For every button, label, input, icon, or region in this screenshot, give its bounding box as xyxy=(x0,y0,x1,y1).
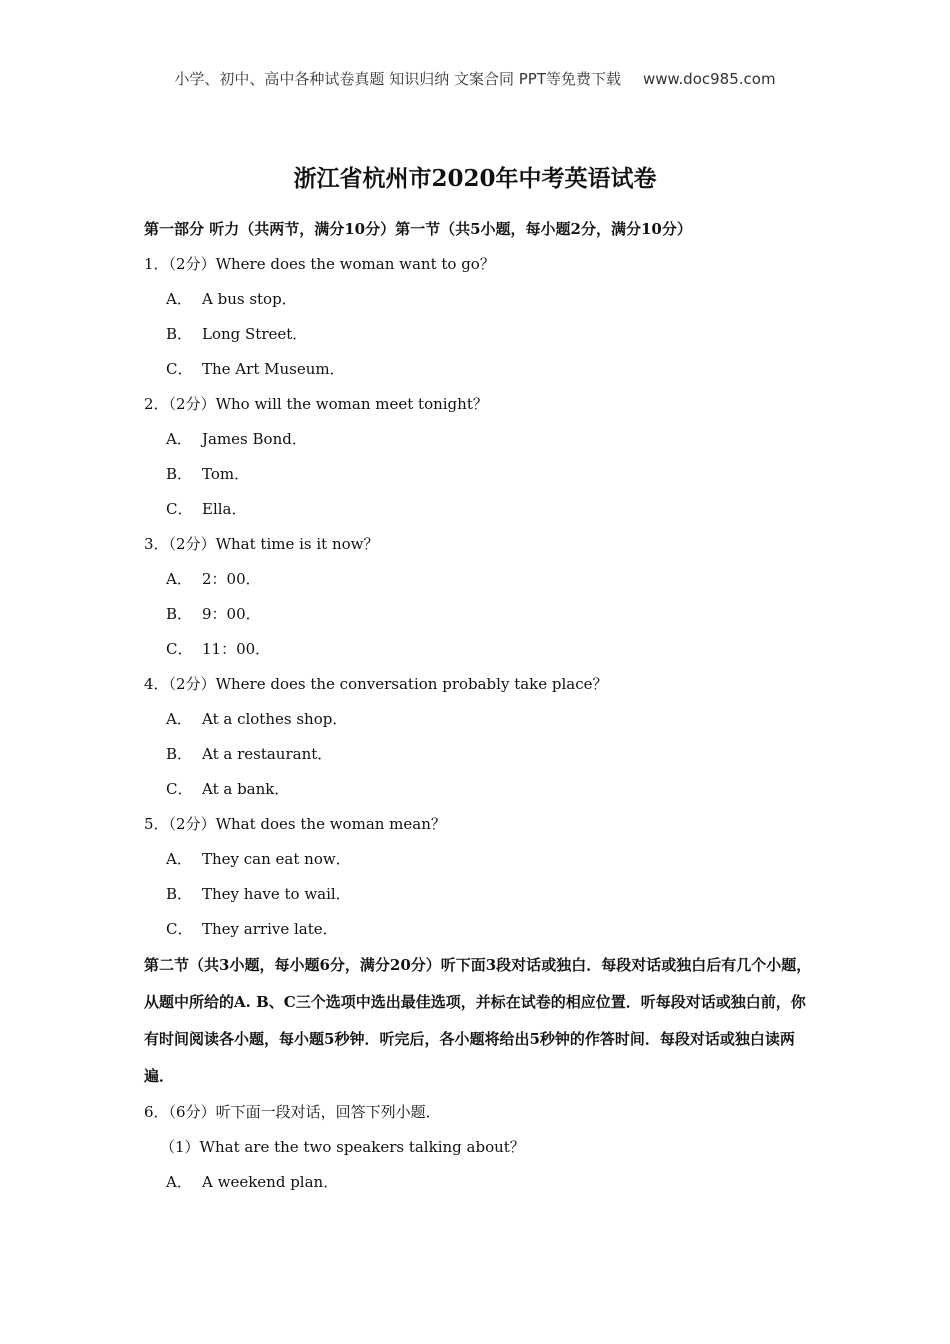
option-c[interactable] xyxy=(144,632,814,667)
question-score: （2分） xyxy=(168,815,216,833)
question-num: 4． xyxy=(144,675,169,693)
option-letter: C． xyxy=(166,920,193,938)
part1-heading: 第一部分 听力（共两节，满分10分）第一节（共5小题，每小题2分，满分10分） xyxy=(144,220,692,238)
question-text: Where does the woman want to go？ xyxy=(215,255,495,273)
header-tagline: 小学、初中、高中各种试卷真题 知识归纳 文案合同 PPT等免费下载 xyxy=(174,70,621,88)
question-text: What time is it now？ xyxy=(215,535,379,553)
option-text: Ella． xyxy=(202,500,247,518)
option-text: 11：00． xyxy=(202,640,271,658)
question-text: Where does the conversation probably take place？ xyxy=(215,675,608,693)
option-letter: C． xyxy=(166,500,193,518)
exam-title: 浙江省杭州市2020年中考英语试卷 xyxy=(293,165,657,192)
option-letter: B． xyxy=(166,745,193,763)
question-list xyxy=(144,247,814,947)
option-letter: C． xyxy=(166,640,193,658)
question-score: （2分） xyxy=(168,675,216,693)
option-letter: C． xyxy=(166,360,193,378)
header-site[interactable]: www.doc985.com xyxy=(642,70,776,88)
option-letter: C． xyxy=(166,780,193,798)
option-a[interactable] xyxy=(144,702,814,737)
option-b[interactable] xyxy=(144,737,814,772)
question-score: （2分） xyxy=(168,255,216,273)
option-text: Long Street． xyxy=(202,325,308,343)
option-a[interactable] xyxy=(144,842,814,877)
question-num: 5． xyxy=(144,815,169,833)
option-text: A weekend plan． xyxy=(202,1173,339,1191)
option-c[interactable] xyxy=(144,772,814,807)
option-letter: A． xyxy=(166,430,192,448)
page-header xyxy=(0,68,950,89)
option-letter: B． xyxy=(166,465,193,483)
option-letter: B． xyxy=(166,885,193,903)
option-text: They have to wail． xyxy=(202,885,351,903)
exam-content xyxy=(144,212,814,1200)
section2-intro: 第二节（共3小题，每小题6分，满分20分）听下面3段对话或独白．每段对话或独白后有几个小题，从题中所给的A. B、C三个选项中选出最佳选项，并标在试卷的相应位置．听每段对话或独白前，你有时间阅读各小题，每小题5秒钟．听完后，各小题将给出5秒钟的作答时间．每段对话或独白读两遍． xyxy=(144,956,812,1085)
question-number: 6． xyxy=(144,1103,169,1121)
option-c[interactable] xyxy=(144,912,814,947)
question-score: （6分） xyxy=(168,1103,216,1121)
question-text: Who will the woman meet tonight？ xyxy=(215,395,488,413)
question-text: What does the woman mean？ xyxy=(215,815,446,833)
option-text: At a bank． xyxy=(202,780,290,798)
option-b[interactable] xyxy=(144,877,814,912)
question-score: （2分） xyxy=(168,395,216,413)
option-text: At a clothes shop． xyxy=(202,710,348,728)
question-num: 2． xyxy=(144,395,169,413)
option-letter: A． xyxy=(166,850,192,868)
question-num: 3． xyxy=(144,535,169,553)
question-6 xyxy=(144,1095,814,1130)
option-letter: A． xyxy=(166,710,192,728)
option-letter: A． xyxy=(166,1173,192,1191)
option-letter: A． xyxy=(166,290,192,308)
option-letter: B． xyxy=(166,325,193,343)
option-text: 2：00． xyxy=(202,570,261,588)
question-score: （2分） xyxy=(168,535,216,553)
option-b[interactable] xyxy=(144,597,814,632)
option-c[interactable] xyxy=(144,492,814,527)
sub-question-1: （1）What are the two speakers talking about？ xyxy=(160,1138,525,1156)
option-text: At a restaurant． xyxy=(202,745,333,763)
option-text: James Bond． xyxy=(202,430,307,448)
option-b[interactable] xyxy=(144,457,814,492)
question-2 xyxy=(144,387,814,422)
question-num: 1． xyxy=(144,255,169,273)
question-1 xyxy=(144,247,814,282)
option-letter: A． xyxy=(166,570,192,588)
option-a[interactable] xyxy=(144,282,814,317)
option-a[interactable] xyxy=(144,422,814,457)
option-a[interactable] xyxy=(144,1165,814,1200)
option-a[interactable] xyxy=(144,562,814,597)
option-text: They can eat now． xyxy=(202,850,351,868)
option-text: 9：00． xyxy=(202,605,261,623)
option-text: The Art Museum． xyxy=(202,360,345,378)
option-b[interactable] xyxy=(144,317,814,352)
question-text: 听下面一段对话，回答下列小题． xyxy=(215,1103,441,1121)
option-text: Tom． xyxy=(202,465,250,483)
question-3 xyxy=(144,527,814,562)
option-c[interactable] xyxy=(144,352,814,387)
option-text: A bus stop． xyxy=(202,290,297,308)
option-letter: B． xyxy=(166,605,193,623)
option-text: They arrive late． xyxy=(202,920,338,938)
question-4 xyxy=(144,667,814,702)
question-5 xyxy=(144,807,814,842)
